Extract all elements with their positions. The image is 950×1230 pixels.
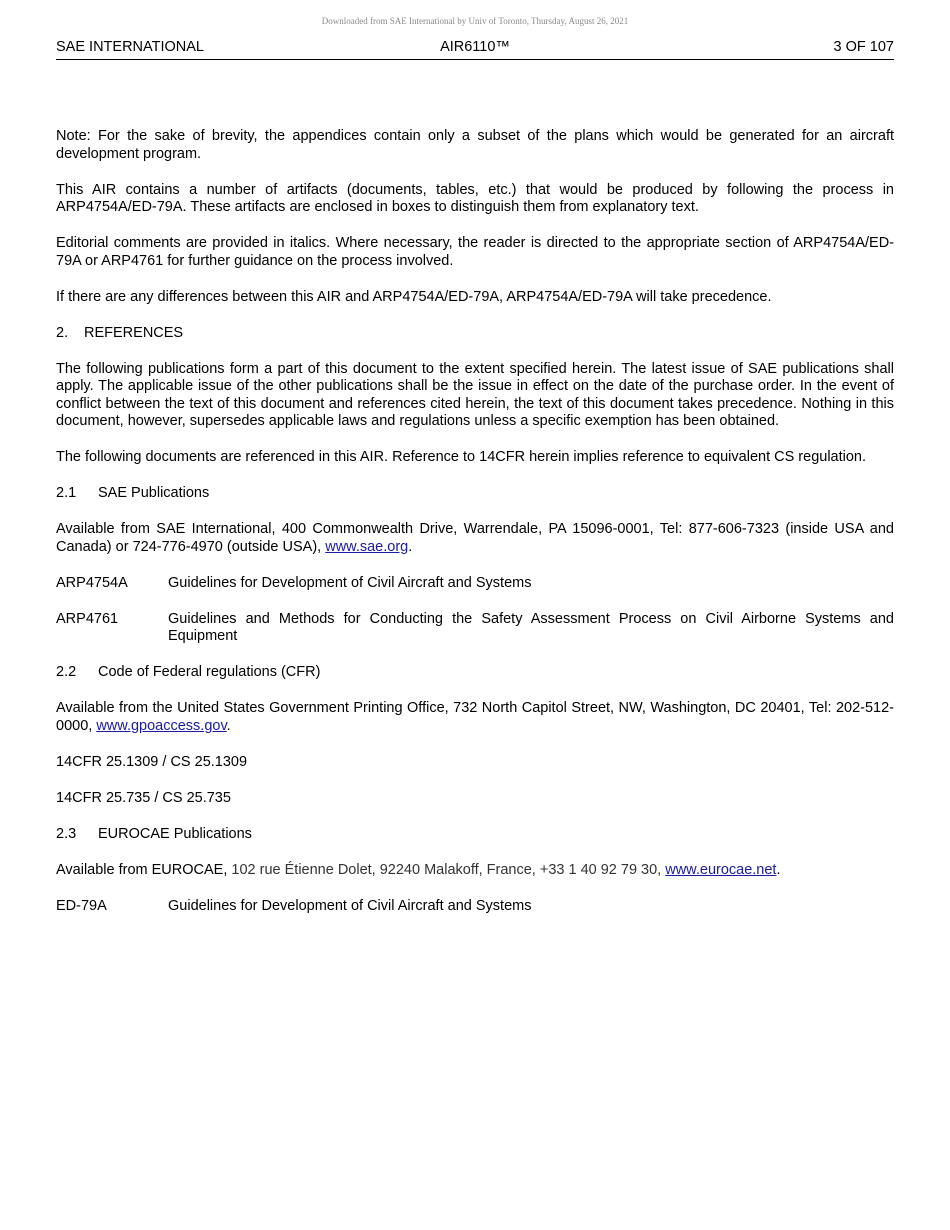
section-title: EUROCAE Publications <box>98 825 252 842</box>
sae-availability-paragraph: Available from SAE International, 400 Commonwealth Drive, Warrendale, PA 15096-0001, Tel: 877-606-7323 (inside USA and Canada) or 724-776-4970 (outside USA), www.sae.org. <box>56 521 894 555</box>
references-cfr-paragraph: The following documents are referenced in this AIR. Reference to 14CFR herein implies reference to equivalent CS regulation. <box>56 449 867 465</box>
page-body <box>56 128 894 934</box>
eurocae-website-link[interactable]: www.eurocae.net <box>665 861 777 878</box>
reference-title: Guidelines for Development of Civil Aircraft and Systems <box>168 574 532 591</box>
cfr-reference: 14CFR 25.1309 / CS 25.1309 <box>56 753 248 770</box>
reference-code: ARP4761 <box>56 610 119 627</box>
section-2-2-heading <box>56 664 894 682</box>
header-publisher: SAE INTERNATIONAL <box>56 39 204 55</box>
reference-entry <box>56 575 894 593</box>
intro-note: Note: For the sake of brevity, the appendices contain only a subset of the plans which would be generated for an aircraft development program. <box>56 128 894 162</box>
sae-website-link[interactable]: www.sae.org <box>325 538 409 555</box>
section-number: 2.2 <box>56 664 77 680</box>
cfr-availability-paragraph: Available from the United States Government Printing Office, 732 North Capitol Street, NW, Washington, DC 20401, Tel: 202-512-0000, www.gpoaccess.gov. <box>56 700 894 734</box>
header-document-id: AIR6110™ <box>440 39 510 55</box>
reference-title: Guidelines for Development of Civil Aircraft and Systems <box>168 897 532 914</box>
section-title: Code of Federal regulations (CFR) <box>98 664 321 680</box>
section-title: SAE Publications <box>98 485 210 501</box>
section-2-1-heading <box>56 485 894 503</box>
section-title: REFERENCES <box>84 324 184 341</box>
references-scope-paragraph: The following publications form a part of this document to the extent specified herein. The latest issue of SAE publications shall apply. The applicable issue of the other publications shall be the issue in effect on the date of the purchase order. In the event of conflict between the text of this document and references cited herein, the text of this document takes precedence. Nothing in this document, however, supersedes applicable laws and regulations unless a specific exemption has been obtained. <box>56 360 894 429</box>
intro-precedence-paragraph: If there are any differences between this AIR and ARP4754A/ED-79A, ARP4754A/ED-79A will take precedence. <box>56 288 772 305</box>
gpoaccess-website-link[interactable]: www.gpoaccess.gov <box>96 717 227 734</box>
download-watermark: Downloaded from SAE International by Univ of Toronto, Thursday, August 26, 2021 <box>321 16 629 26</box>
section-2-heading <box>56 325 894 343</box>
eurocae-address: 102 rue Étienne Dolet, 92240 Malakoff, France, +33 1 40 92 79 30, <box>231 861 666 878</box>
running-header <box>56 38 894 60</box>
section-number: 2.1 <box>56 485 77 501</box>
section-2-3-heading <box>56 826 894 844</box>
header-page-number: 3 OF 107 <box>833 39 894 55</box>
section-number: 2.3 <box>56 825 77 842</box>
section-number: 2. <box>56 324 69 341</box>
reference-code: ED-79A <box>56 897 107 914</box>
reference-entry <box>56 611 894 646</box>
reference-title: Guidelines and Methods for Conducting the Safety Assessment Process on Civil Airborne Systems and Equipment <box>168 610 894 644</box>
intro-artifacts-paragraph: This AIR contains a number of artifacts (documents, tables, etc.) that would be produced by following the process in ARP4754A/ED-79A. These artifacts are enclosed in boxes to distinguish them from explanatory text. <box>56 181 894 215</box>
cfr-reference: 14CFR 25.735 / CS 25.735 <box>56 789 231 806</box>
eurocae-availability-paragraph: Available from EUROCAE, 102 rue Étienne Dolet, 92240 Malakoff, France, +33 1 40 92 79 30, www.eurocae.net. <box>56 861 781 878</box>
reference-entry <box>56 898 894 916</box>
reference-code: ARP4754A <box>56 574 128 591</box>
intro-editorial-paragraph: Editorial comments are provided in italics. Where necessary, the reader is directed to the appropriate section of ARP4754A/ED-79A or ARP4761 for further guidance on the process involved. <box>56 235 894 269</box>
